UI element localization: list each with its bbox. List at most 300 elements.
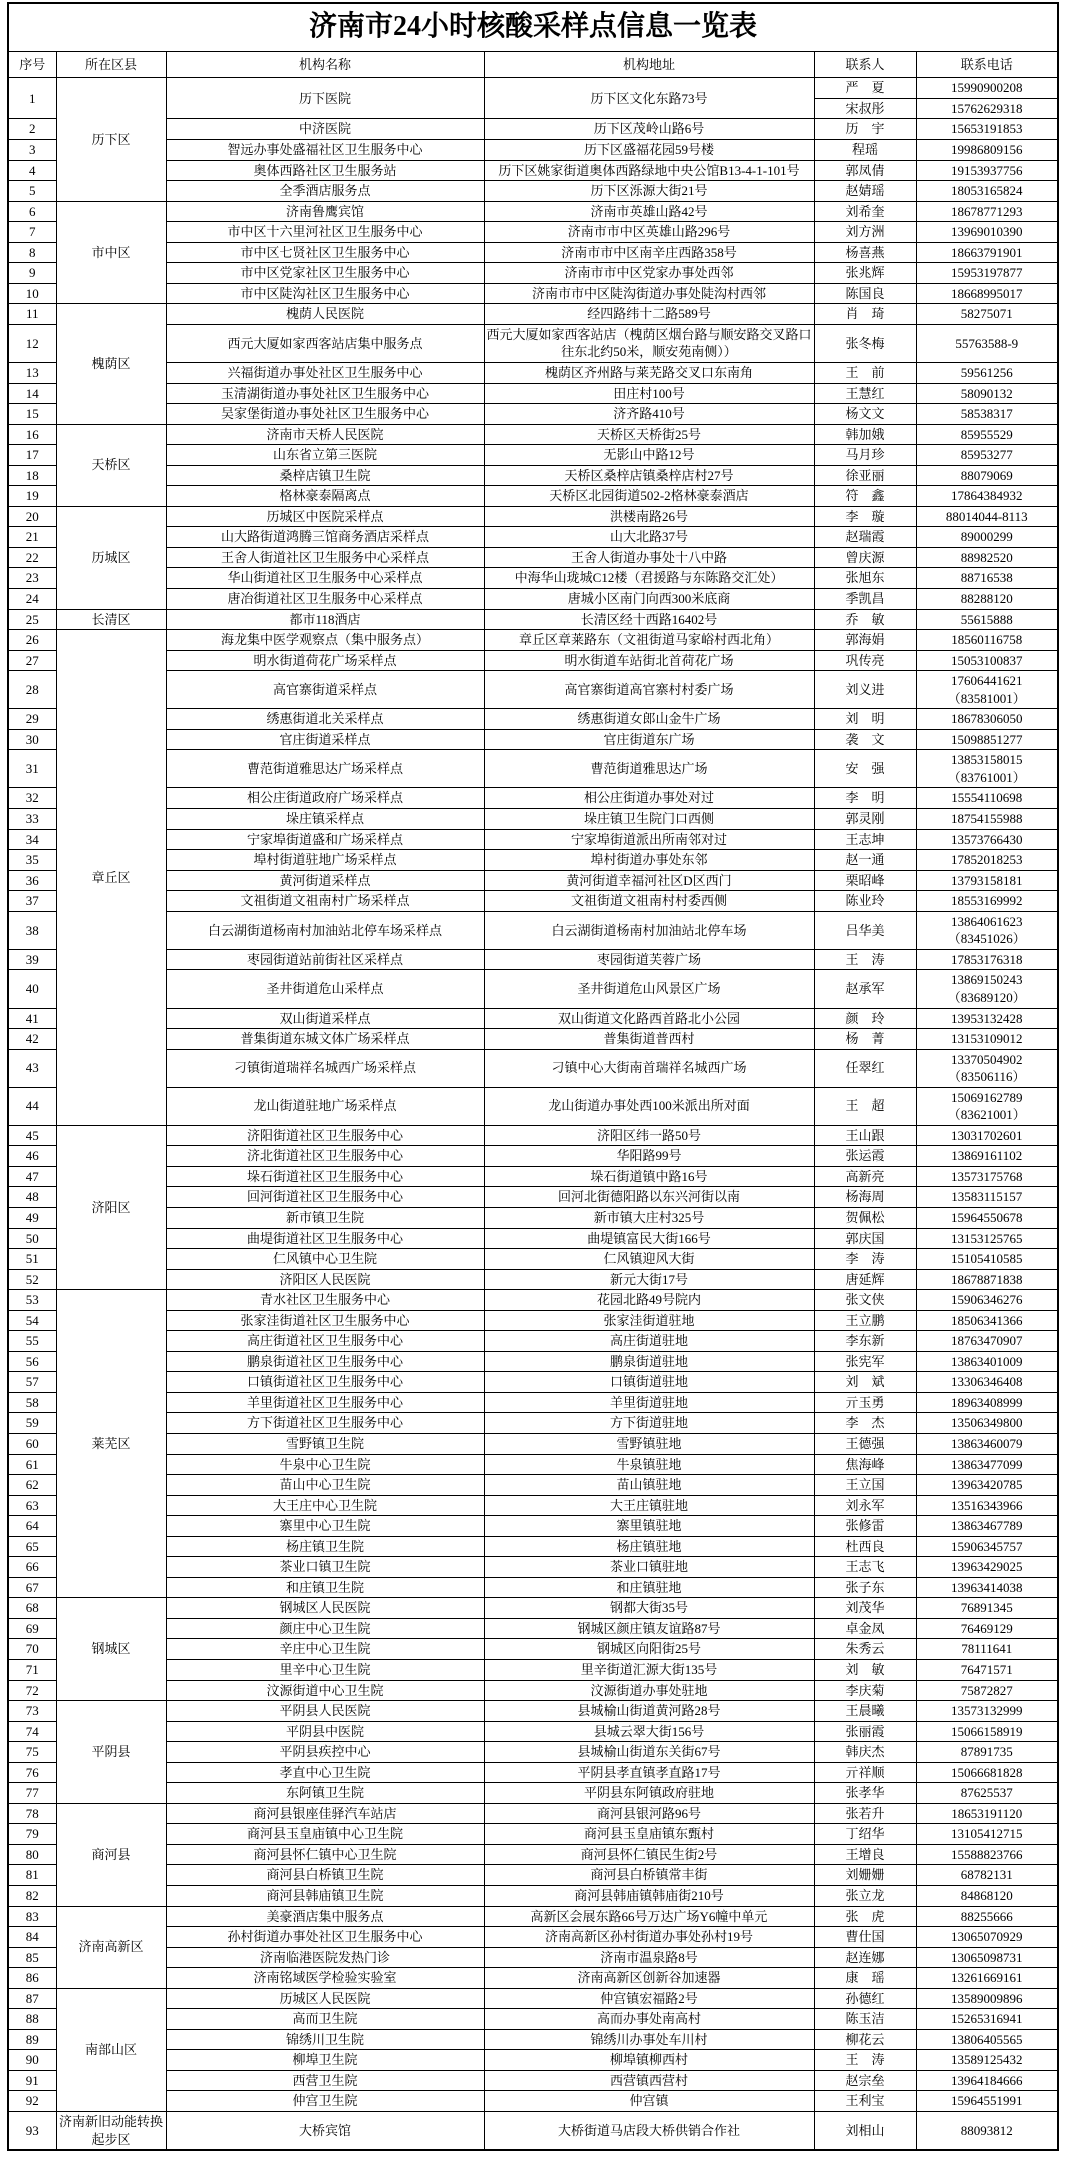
row-number-cell: 77 [8,1783,56,1804]
table-row [8,1906,1058,1927]
table-row [8,1310,1058,1331]
org-address-cell: 田庄村100号 [484,383,814,404]
contact-name-cell: 丁绍华 [814,1824,916,1845]
org-name-cell: 圣井街道危山采样点 [166,970,484,1008]
org-address-cell: 牛泉镇驻地 [484,1454,814,1475]
org-address-cell: 雪野镇驻地 [484,1433,814,1454]
table-body [8,78,1058,2150]
org-address-cell: 杨庄镇驻地 [484,1536,814,1557]
contact-name-cell: 肖 琦 [814,304,916,325]
row-number-cell: 23 [8,568,56,589]
table-row [8,1701,1058,1722]
row-number-cell: 2 [8,119,56,140]
contact-phone-cell: 15906346276 [916,1290,1058,1311]
org-name-cell: 西元大厦如家西客站店集中服务点 [166,324,484,362]
row-number-cell: 89 [8,2029,56,2050]
org-name-cell: 济南铭域医学检验实验室 [166,1968,484,1989]
row-number-cell: 30 [8,729,56,750]
contact-name-cell: 颜 玲 [814,1008,916,1029]
contact-phone-cell: 13969010390 [916,222,1058,243]
contact-name-cell: 王德强 [814,1433,916,1454]
org-name-cell: 孙村街道办事处社区卫生服务中心 [166,1927,484,1948]
contact-name-cell: 严 夏 [814,78,916,99]
table-row [8,1029,1058,1050]
table-row [8,283,1058,304]
org-address-cell: 双山街道文化路西首路北小公园 [484,1008,814,1029]
row-number-cell: 45 [8,1125,56,1146]
org-address-cell: 高官寨街道高官寨村村委广场 [484,671,814,709]
contact-phone-cell: 13031702601 [916,1125,1058,1146]
org-name-cell: 桑梓店镇卫生院 [166,465,484,486]
org-address-cell: 平阴县孝直镇孝直路17号 [484,1762,814,1783]
contact-phone-cell: 15069162789（83621001） [916,1087,1058,1125]
table-row [8,1721,1058,1742]
org-name-cell: 文祖街道文祖南村广场采样点 [166,891,484,912]
org-name-cell: 孝直中心卫生院 [166,1762,484,1783]
row-number-cell: 4 [8,160,56,181]
row-number-cell: 86 [8,1968,56,1989]
contact-phone-cell: 18754155988 [916,809,1058,830]
contact-name-cell: 任翠红 [814,1049,916,1087]
contact-phone-cell: 88716538 [916,568,1058,589]
org-address-cell: 县城榆山街道东关街67号 [484,1742,814,1763]
org-name-cell: 历城区中医院采样点 [166,506,484,527]
row-number-cell: 46 [8,1146,56,1167]
org-address-cell: 高新区会展东路66号万达广场Y6幢中单元 [484,1906,814,1927]
row-number-cell: 50 [8,1228,56,1249]
contact-name-cell: 李东新 [814,1331,916,1352]
org-name-cell: 雪野镇卫生院 [166,1433,484,1454]
org-name-cell: 牛泉中心卫生院 [166,1454,484,1475]
org-address-cell: 历下区文化东路73号 [484,78,814,119]
contact-name-cell: 张 虎 [814,1906,916,1927]
table-row [8,1228,1058,1249]
org-name-cell: 苗山中心卫生院 [166,1475,484,1496]
contact-phone-cell: 19153937756 [916,160,1058,181]
row-number-cell: 17 [8,445,56,466]
district-cell: 莱芜区 [56,1290,166,1598]
org-address-cell: 圣井街道危山风景区广场 [484,970,814,1008]
row-number-cell: 63 [8,1495,56,1516]
row-number-cell: 13 [8,363,56,384]
org-name-cell: 玉清湖街道办事处社区卫生服务中心 [166,383,484,404]
contact-phone-cell: 88255666 [916,1906,1058,1927]
contact-name-cell: 杨喜燕 [814,242,916,263]
org-name-cell: 锦绣川卫生院 [166,2029,484,2050]
row-number-cell: 38 [8,911,56,949]
row-number-cell: 93 [8,2112,56,2151]
table-row [8,119,1058,140]
org-name-cell: 商河县玉皇庙镇中心卫生院 [166,1824,484,1845]
page-title: 济南市24小时核酸采样点信息一览表 [8,3,1058,51]
row-number-cell: 59 [8,1413,56,1434]
contact-name-cell: 张修雷 [814,1516,916,1537]
table-row [8,1618,1058,1639]
sampling-points-table [7,2,1059,2151]
table-row [8,1454,1058,1475]
row-number-cell: 42 [8,1029,56,1050]
row-number-cell: 5 [8,181,56,202]
table-row [8,850,1058,871]
contact-name-cell: 刘茂华 [814,1598,916,1619]
org-address-cell: 茶业口镇驻地 [484,1557,814,1578]
org-address-cell: 刁镇中心大街南首瑞祥名城西广场 [484,1049,814,1087]
contact-name-cell: 李 涛 [814,1249,916,1270]
org-name-cell: 济南临港医院发热门诊 [166,1947,484,1968]
org-address-cell: 方下街道驻地 [484,1413,814,1434]
org-name-cell: 枣园街道站前街社区采样点 [166,949,484,970]
org-name-cell: 商河县银座佳驿汽车站店 [166,1803,484,1824]
org-name-cell: 美豪酒店集中服务点 [166,1906,484,1927]
table-row [8,1947,1058,1968]
row-number-cell: 40 [8,970,56,1008]
table-row [8,788,1058,809]
table-row [8,1166,1058,1187]
contact-phone-cell: 18963408999 [916,1392,1058,1413]
contact-phone-cell: 13370504902（83506116） [916,1049,1058,1087]
row-number-cell: 25 [8,609,56,630]
contact-phone-cell: 84868120 [916,1886,1058,1907]
org-name-cell: 仁风镇中心卫生院 [166,1249,484,1270]
org-address-cell: 钢城区向阳街25号 [484,1639,814,1660]
org-name-cell: 青水社区卫生服务中心 [166,1290,484,1311]
table-row [8,1742,1058,1763]
contact-name-cell: 王晨曦 [814,1701,916,1722]
district-cell: 槐荫区 [56,304,166,424]
row-number-cell: 61 [8,1454,56,1475]
org-name-cell: 王舍人街道社区卫生服务中心采样点 [166,547,484,568]
contact-phone-cell: 85955529 [916,424,1058,445]
contact-phone-cell: 18763470907 [916,1331,1058,1352]
contact-name-cell: 贺佩松 [814,1207,916,1228]
org-name-cell: 明水街道荷花广场采样点 [166,650,484,671]
contact-name-cell: 李庆菊 [814,1680,916,1701]
district-cell: 南部山区 [56,1988,166,2111]
row-number-cell: 90 [8,2050,56,2071]
table-row [8,324,1058,362]
org-address-cell: 新元大街17号 [484,1269,814,1290]
org-name-cell: 槐荫人民医院 [166,304,484,325]
org-name-cell: 曲堤街道社区卫生服务中心 [166,1228,484,1249]
table-row [8,1680,1058,1701]
contact-name-cell: 赵连娜 [814,1947,916,1968]
row-number-cell: 27 [8,650,56,671]
org-name-cell: 垛庄镇采样点 [166,809,484,830]
district-cell: 历城区 [56,506,166,609]
row-number-cell: 70 [8,1639,56,1660]
table-row [8,222,1058,243]
org-address-cell: 济南市市中区陡沟街道办事处陡沟村西邻 [484,283,814,304]
table-row [8,1433,1058,1454]
row-number-cell: 31 [8,750,56,788]
table-row [8,671,1058,709]
org-name-cell: 辛庄中心卫生院 [166,1639,484,1660]
org-address-cell: 济南高新区孙村街道办事处孙村19号 [484,1927,814,1948]
table-row [8,304,1058,325]
contact-name-cell: 韩加娥 [814,424,916,445]
row-number-cell: 91 [8,2070,56,2091]
contact-phone-cell: 55615888 [916,609,1058,630]
org-address-cell: 华阳路99号 [484,1146,814,1167]
org-address-cell: 天桥区桑梓店镇桑梓店村27号 [484,465,814,486]
column-header: 机构地址 [484,51,814,78]
contact-name-cell: 郭凤倩 [814,160,916,181]
row-number-cell: 80 [8,1844,56,1865]
contact-name-cell: 朱秀云 [814,1639,916,1660]
org-name-cell: 柳埠卫生院 [166,2050,484,2071]
contact-phone-cell: 15066158919 [916,1721,1058,1742]
district-cell: 天桥区 [56,424,166,506]
org-name-cell: 新市镇卫生院 [166,1207,484,1228]
contact-name-cell: 赵婧瑶 [814,181,916,202]
org-address-cell: 商河县韩庙镇韩庙街210号 [484,1886,814,1907]
org-name-cell: 曹范街道雅思达广场采样点 [166,750,484,788]
table-row [8,527,1058,548]
column-header: 序号 [8,51,56,78]
row-number-cell: 74 [8,1721,56,1742]
contact-name-cell: 赵瑞霞 [814,527,916,548]
row-number-cell: 76 [8,1762,56,1783]
contact-phone-cell: 13506349800 [916,1413,1058,1434]
org-address-cell: 济南市英雄山路42号 [484,201,814,222]
table-row [8,506,1058,527]
table-row [8,1557,1058,1578]
org-address-cell: 洪楼南路26号 [484,506,814,527]
org-address-cell: 宁家埠街道派出所南邻对过 [484,829,814,850]
contact-phone-cell: 17853176318 [916,949,1058,970]
org-address-cell: 济齐路410号 [484,404,814,425]
contact-phone-cell: 13153125765 [916,1228,1058,1249]
org-name-cell: 仲宫卫生院 [166,2091,484,2112]
row-number-cell: 8 [8,242,56,263]
row-number-cell: 83 [8,1906,56,1927]
org-name-cell: 商河县白桥镇卫生院 [166,1865,484,1886]
contact-phone-cell: 88093812 [916,2112,1058,2151]
row-number-cell: 67 [8,1577,56,1598]
table-row [8,970,1058,1008]
org-address-cell: 历下区泺源大街21号 [484,181,814,202]
contact-name-cell: 程瑶 [814,139,916,160]
table-row [8,1087,1058,1125]
org-address-cell: 鹏泉街道驻地 [484,1351,814,1372]
row-number-cell: 32 [8,788,56,809]
contact-name-cell: 焦海峰 [814,1454,916,1475]
table-row [8,1008,1058,1029]
org-address-cell: 高而办事处南高村 [484,2009,814,2030]
org-name-cell: 济南市天桥人民医院 [166,424,484,445]
table-row [8,1049,1058,1087]
org-address-cell: 山大北路37号 [484,527,814,548]
org-address-cell: 埠村街道办事处东邻 [484,850,814,871]
row-number-cell: 72 [8,1680,56,1701]
column-header: 所在区县 [56,51,166,78]
contact-name-cell: 孙德红 [814,1988,916,2009]
org-name-cell: 高官寨街道采样点 [166,671,484,709]
contact-name-cell: 刘 明 [814,709,916,730]
table-row [8,870,1058,891]
contact-phone-cell: 88288120 [916,589,1058,610]
table-row [8,949,1058,970]
contact-name-cell: 高新亮 [814,1166,916,1187]
row-number-cell: 58 [8,1392,56,1413]
contact-name-cell: 张丽霞 [814,1721,916,1742]
contact-phone-cell: 13863467789 [916,1516,1058,1537]
row-number-cell: 16 [8,424,56,445]
table-row [8,1927,1058,1948]
org-name-cell: 唐冶街道社区卫生服务中心采样点 [166,589,484,610]
contact-phone-cell: 55763588-9 [916,324,1058,362]
contact-name-cell: 杨海周 [814,1187,916,1208]
contact-name-cell: 张旭东 [814,568,916,589]
contact-phone-cell: 87891735 [916,1742,1058,1763]
contact-name-cell: 王 超 [814,1087,916,1125]
contact-name-cell: 王 涛 [814,2050,916,2071]
table-row [8,2050,1058,2071]
contact-name-cell: 刘希奎 [814,201,916,222]
row-number-cell: 47 [8,1166,56,1187]
contact-phone-cell: 15588823766 [916,1844,1058,1865]
org-address-cell: 曲堤镇富民大街166号 [484,1228,814,1249]
table-row [8,809,1058,830]
row-number-cell: 11 [8,304,56,325]
org-address-cell: 无影山中路12号 [484,445,814,466]
org-name-cell: 华山街道社区卫生服务中心采样点 [166,568,484,589]
org-address-cell: 平阴县东阿镇政府驻地 [484,1783,814,1804]
table-row [8,1536,1058,1557]
org-address-cell: 绣惠街道女郎山金牛广场 [484,709,814,730]
contact-name-cell: 张运霞 [814,1146,916,1167]
contact-name-cell: 王山跟 [814,1125,916,1146]
org-name-cell: 颜庄中心卫生院 [166,1618,484,1639]
org-address-cell: 高庄街道驻地 [484,1331,814,1352]
contact-phone-cell: 18653191120 [916,1803,1058,1824]
row-number-cell: 85 [8,1947,56,1968]
org-address-cell: 白云湖街道杨南村加油站北停车场 [484,911,814,949]
org-address-cell: 文祖街道文祖南村村委西侧 [484,891,814,912]
org-name-cell: 普集街道东城文体广场采样点 [166,1029,484,1050]
contact-phone-cell: 13573766430 [916,829,1058,850]
table-row [8,891,1058,912]
row-number-cell: 26 [8,630,56,651]
org-address-cell: 口镇街道驻地 [484,1372,814,1393]
contact-phone-cell: 58538317 [916,404,1058,425]
contact-phone-cell: 76471571 [916,1660,1058,1681]
row-number-cell: 62 [8,1475,56,1496]
org-name-cell: 大王庄中心卫生院 [166,1495,484,1516]
org-address-cell: 王舍人街道办事处十八中路 [484,547,814,568]
org-name-cell: 平阴县中医院 [166,1721,484,1742]
row-number-cell: 66 [8,1557,56,1578]
org-address-cell: 天桥区北园街道502-2格林豪泰酒店 [484,486,814,507]
org-address-cell: 黄河街道幸福河社区D区西门 [484,870,814,891]
contact-name-cell: 杜西良 [814,1536,916,1557]
org-address-cell: 商河县白桥镇常丰街 [484,1865,814,1886]
org-name-cell: 大桥宾馆 [166,2112,484,2151]
contact-phone-cell: 13863477099 [916,1454,1058,1475]
row-number-cell: 88 [8,2009,56,2030]
table-row [8,911,1058,949]
contact-phone-cell: 78111641 [916,1639,1058,1660]
org-address-cell: 商河县怀仁镇民生街2号 [484,1844,814,1865]
contact-name-cell: 符 鑫 [814,486,916,507]
org-address-cell: 槐荫区齐州路与莱芜路交叉口东南角 [484,363,814,384]
district-cell: 商河县 [56,1803,166,1906]
contact-phone-cell: 58275071 [916,304,1058,325]
contact-phone-cell: 76469129 [916,1618,1058,1639]
table-row [8,829,1058,850]
contact-phone-cell: 13806405565 [916,2029,1058,2050]
contact-phone-cell: 13793158181 [916,870,1058,891]
contact-name-cell: 郭庆国 [814,1228,916,1249]
org-address-cell: 历下区茂岭山路6号 [484,119,814,140]
org-address-cell: 仲宫镇 [484,2091,814,2112]
contact-phone-cell: 13065098731 [916,1947,1058,1968]
row-number-cell: 39 [8,949,56,970]
table-row [8,1865,1058,1886]
org-address-cell: 历下区姚家街道奥体西路绿地中央公馆B13-4-1-101号 [484,160,814,181]
row-number-cell: 69 [8,1618,56,1639]
table-row [8,1783,1058,1804]
org-address-cell: 济南市市中区南辛庄西路358号 [484,242,814,263]
table-row [8,263,1058,284]
contact-name-cell: 王志飞 [814,1557,916,1578]
table-row [8,1598,1058,1619]
contact-phone-cell: 15953197877 [916,263,1058,284]
row-number-cell: 64 [8,1516,56,1537]
org-address-cell: 普集街道普西村 [484,1029,814,1050]
row-number-cell: 3 [8,139,56,160]
org-address-cell: 新市镇大庄村325号 [484,1207,814,1228]
contact-phone-cell: 17852018253 [916,850,1058,871]
org-name-cell: 济阳区人民医院 [166,1269,484,1290]
contact-phone-cell: 15265316941 [916,2009,1058,2030]
contact-name-cell: 柳花云 [814,2029,916,2050]
org-address-cell: 大桥街道马店段大桥供销合作社 [484,2112,814,2151]
contact-phone-cell: 17606441621（83581001） [916,671,1058,709]
district-cell: 长清区 [56,609,166,630]
contact-phone-cell: 17864384932 [916,486,1058,507]
contact-phone-cell: 15653191853 [916,119,1058,140]
table-row [8,1187,1058,1208]
row-number-cell: 87 [8,1988,56,2009]
org-address-cell: 天桥区天桥街25号 [484,424,814,445]
contact-phone-cell: 13589125432 [916,2050,1058,2071]
org-address-cell: 仁风镇迎风大街 [484,1249,814,1270]
contact-phone-cell: 89000299 [916,527,1058,548]
contact-phone-cell: 18560116758 [916,630,1058,651]
row-number-cell: 15 [8,404,56,425]
org-address-cell: 寨里镇驻地 [484,1516,814,1537]
contact-phone-cell: 15990900208 [916,78,1058,99]
row-number-cell: 43 [8,1049,56,1087]
org-address-cell: 花园北路49号院内 [484,1290,814,1311]
org-name-cell: 绣惠街道北关采样点 [166,709,484,730]
contact-phone-cell: 13863460079 [916,1433,1058,1454]
contact-name-cell: 李 明 [814,788,916,809]
org-address-cell: 大王庄镇驻地 [484,1495,814,1516]
org-name-cell: 官庄街道采样点 [166,729,484,750]
row-number-cell: 92 [8,2091,56,2112]
org-address-cell: 济南市市中区英雄山路296号 [484,222,814,243]
contact-name-cell: 亓祥顺 [814,1762,916,1783]
org-address-cell: 羊里街道驻地 [484,1392,814,1413]
contact-name-cell: 陈国良 [814,283,916,304]
org-name-cell: 商河县韩庙镇卫生院 [166,1886,484,1907]
row-number-cell: 78 [8,1803,56,1824]
org-address-cell: 中海华山珑城C12楼（君援路与东陈路交汇处） [484,568,814,589]
row-number-cell: 6 [8,201,56,222]
org-address-cell: 柳埠镇柳西村 [484,2050,814,2071]
